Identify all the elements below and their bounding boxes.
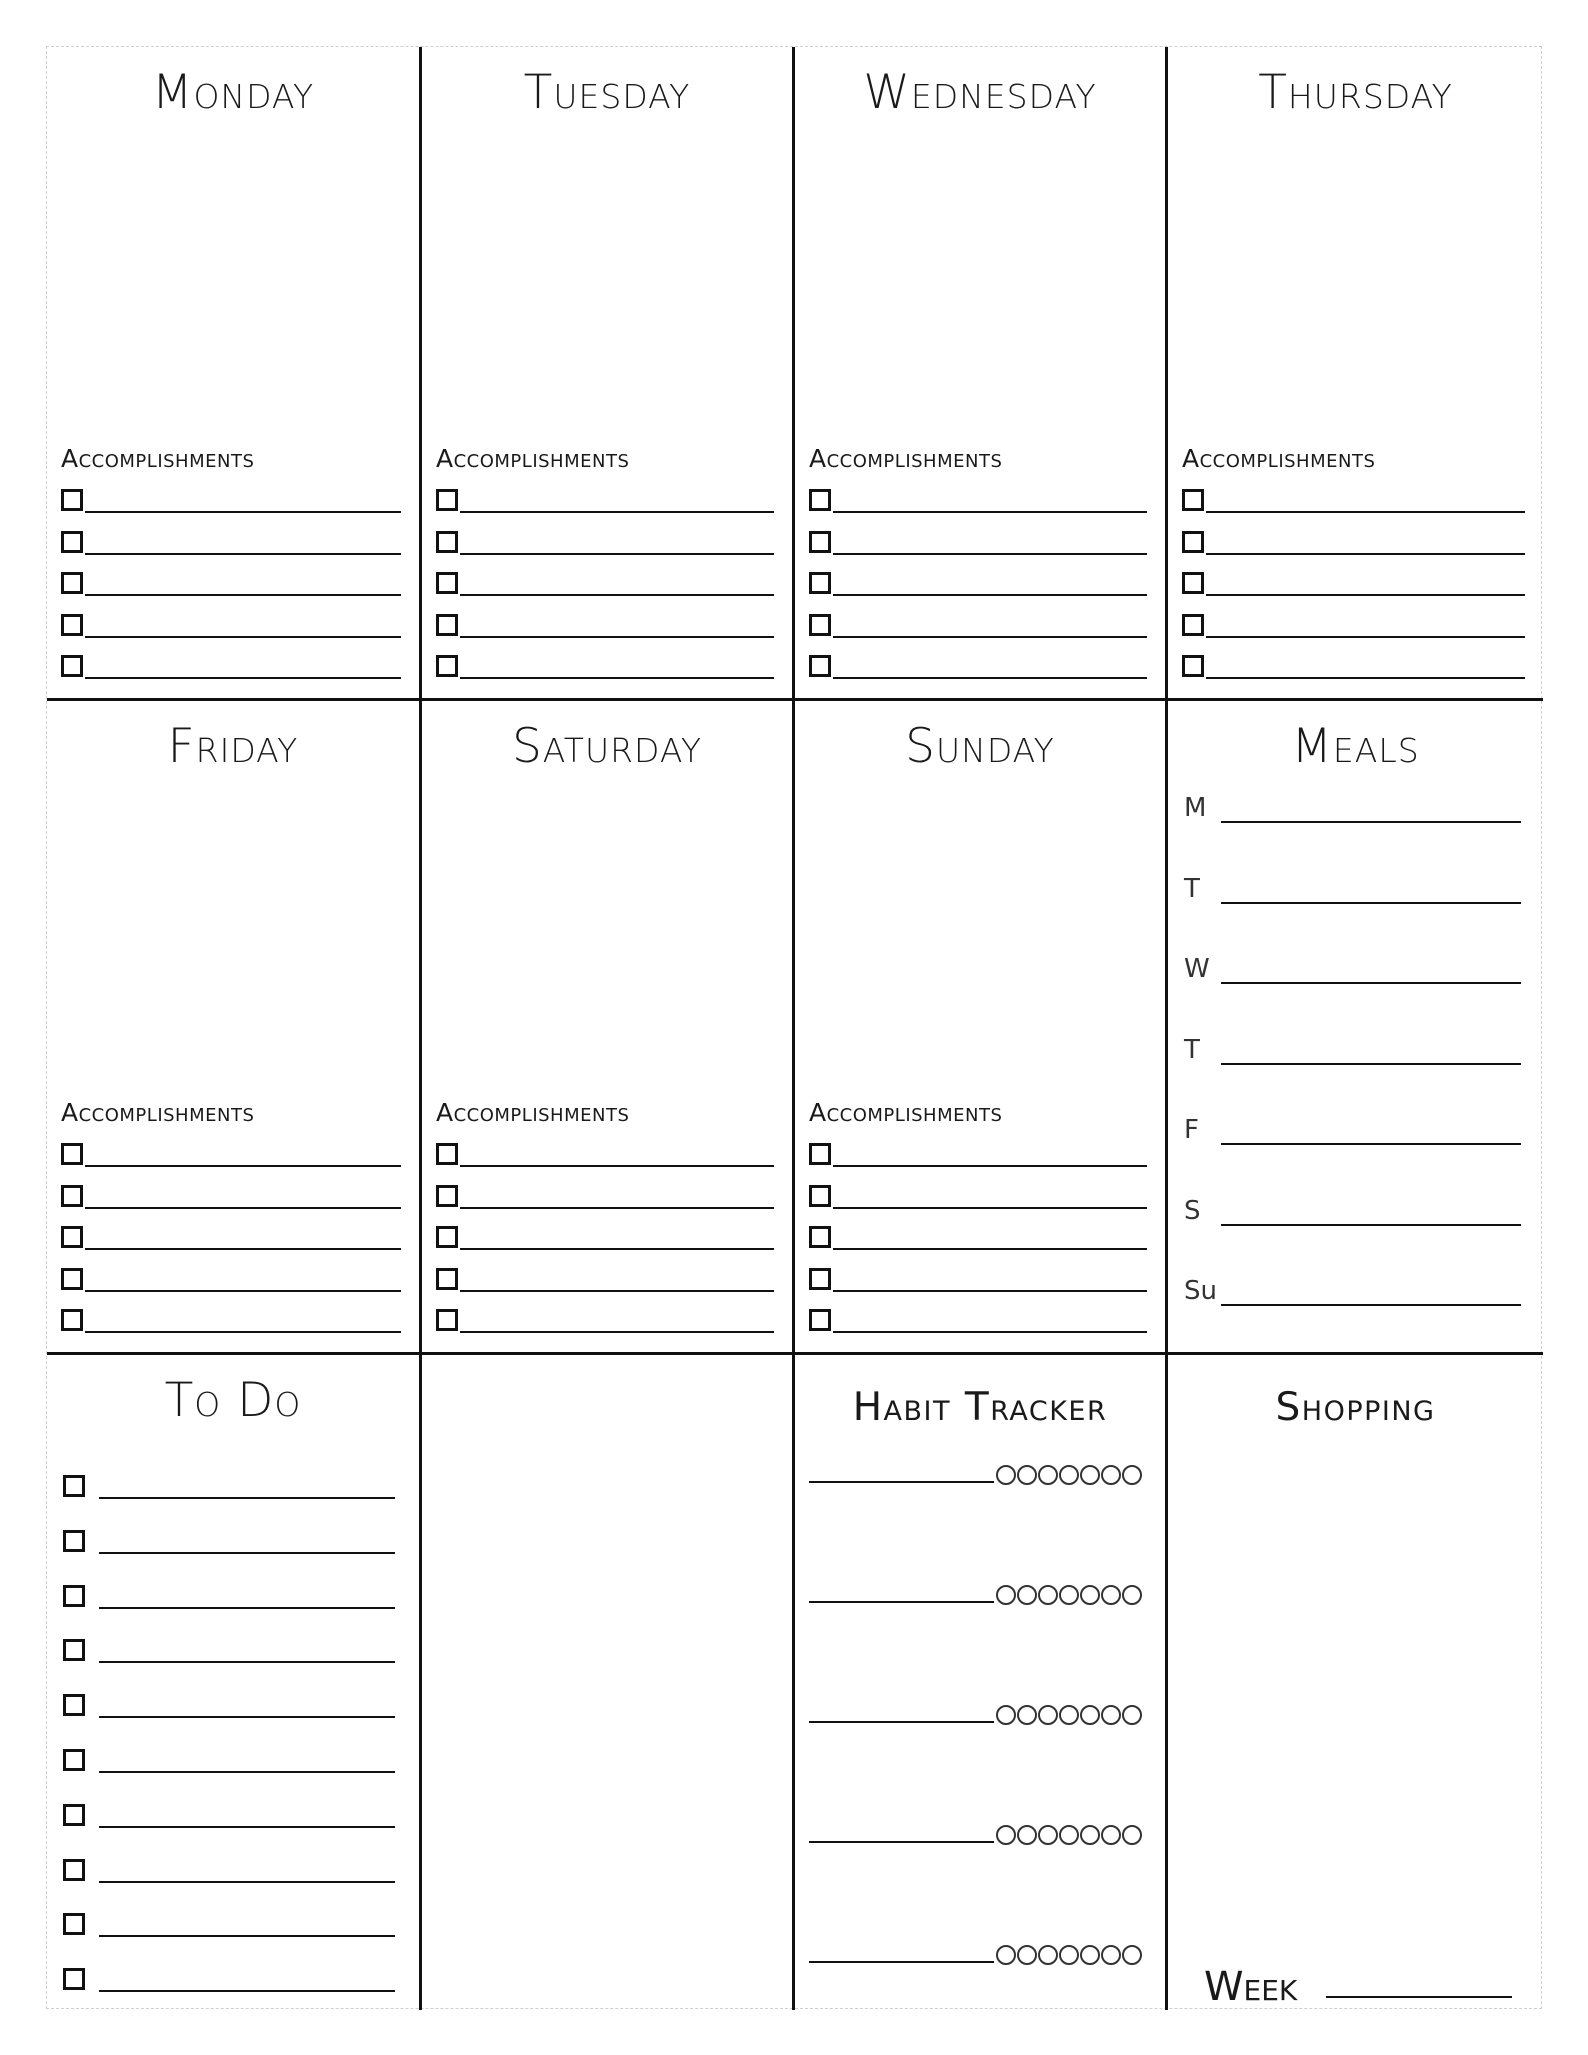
write-line[interactable] [833,594,1147,596]
checkbox[interactable] [809,1185,831,1207]
habit-circles [996,1945,1142,1965]
habit-day-circle[interactable] [1101,1825,1121,1845]
accomplishments-label: Accomplishments [809,1098,1003,1127]
write-line[interactable] [1206,511,1525,513]
accomplishment-row[interactable] [436,1305,774,1335]
meal-row[interactable] [1184,874,1521,910]
checkbox[interactable] [61,655,83,677]
accomplishment-row[interactable] [809,527,1147,557]
checkbox[interactable] [436,1309,458,1331]
write-line[interactable] [833,511,1147,513]
write-line[interactable] [460,636,774,638]
habit-day-circle[interactable] [1101,1945,1121,1965]
habit-name-line[interactable] [809,1481,994,1483]
accomplishment-row[interactable] [61,485,401,515]
write-line[interactable] [99,1661,395,1663]
write-line[interactable] [460,677,774,679]
accomplishment-row[interactable] [809,485,1147,515]
meal-line[interactable] [1221,1224,1521,1226]
habit-tracker-cell [795,1355,1165,2010]
habit-day-circle[interactable] [1080,1945,1100,1965]
checkbox[interactable] [63,1475,85,1497]
habit-day-circle[interactable] [996,1465,1016,1485]
shopping-title: Shopping [1275,1385,1436,1430]
habit-day-circle[interactable] [1101,1705,1121,1725]
write-line[interactable] [1206,594,1525,596]
day-title: Wednesday [863,65,1097,120]
accomplishment-row[interactable] [436,1181,774,1211]
meal-line[interactable] [1221,1304,1521,1306]
checkbox[interactable] [436,1143,458,1165]
todo-row[interactable] [63,1800,395,1830]
habit-tracker-title: Habit Tracker [852,1385,1108,1430]
habit-day-circle[interactable] [1122,1465,1142,1485]
checkbox[interactable] [61,1185,83,1207]
write-line[interactable] [85,511,401,513]
accomplishment-row[interactable] [1182,485,1525,515]
todo-row[interactable] [63,1690,395,1720]
checkbox[interactable] [1182,614,1204,636]
checkbox[interactable] [809,614,831,636]
habit-day-circle[interactable] [1038,1705,1058,1725]
write-line[interactable] [85,553,401,555]
todo-row[interactable] [63,1635,395,1665]
write-line[interactable] [85,1248,401,1250]
accomplishment-row[interactable] [809,1305,1147,1335]
write-line[interactable] [833,636,1147,638]
habit-row[interactable] [809,1693,1151,1729]
meal-day-label: F [1184,1115,1199,1145]
checkbox[interactable] [63,1968,85,1990]
habit-circles [996,1705,1142,1725]
write-line[interactable] [85,1290,401,1292]
write-line[interactable] [833,1248,1147,1250]
checkbox[interactable] [809,655,831,677]
checkbox[interactable] [436,1185,458,1207]
habit-day-circle[interactable] [1017,1945,1037,1965]
write-line[interactable] [460,553,774,555]
habit-row[interactable] [809,1933,1151,1969]
checkbox[interactable] [1182,489,1204,511]
write-line[interactable] [99,1607,395,1609]
write-line[interactable] [1206,677,1525,679]
checkbox[interactable] [61,572,83,594]
habit-day-circle[interactable] [1059,1585,1079,1605]
day-title: Friday [167,719,299,774]
meal-row[interactable] [1184,793,1521,829]
write-line[interactable] [99,1716,395,1718]
checkbox[interactable] [61,1268,83,1290]
habit-day-circle[interactable] [1059,1945,1079,1965]
habit-day-circle[interactable] [1080,1585,1100,1605]
day-cell-sunday [795,701,1165,1352]
habit-day-circle[interactable] [996,1585,1016,1605]
accomplishment-row[interactable] [809,610,1147,640]
week-label: Week [1204,1964,1298,2010]
write-line[interactable] [833,1207,1147,1209]
meal-day-label: M [1184,793,1207,823]
write-line[interactable] [99,1497,395,1499]
planner-sheet [46,46,1542,2009]
habit-day-circle[interactable] [996,1945,1016,1965]
habit-day-circle[interactable] [1122,1825,1142,1845]
day-cell-wednesday [795,47,1165,698]
habit-day-circle[interactable] [1059,1465,1079,1485]
accomplishments-label: Accomplishments [436,444,630,473]
meals-cell [1168,701,1543,1352]
habit-name-line[interactable] [809,1841,994,1843]
checkbox[interactable] [809,572,831,594]
habit-day-circle[interactable] [1017,1705,1037,1725]
checkbox[interactable] [63,1859,85,1881]
accomplishment-row[interactable] [1182,651,1525,681]
accomplishment-row[interactable] [436,568,774,598]
habit-day-circle[interactable] [1017,1465,1037,1485]
accomplishment-row[interactable] [61,527,401,557]
habit-day-circle[interactable] [1101,1465,1121,1485]
checkbox[interactable] [63,1913,85,1935]
accomplishment-row[interactable] [61,1181,401,1211]
meal-line[interactable] [1221,982,1521,984]
write-line[interactable] [833,1290,1147,1292]
accomplishment-row[interactable] [436,527,774,557]
accomplishment-row[interactable] [436,1139,774,1169]
accomplishments-label: Accomplishments [809,444,1003,473]
meal-line[interactable] [1221,902,1521,904]
habit-day-circle[interactable] [996,1705,1016,1725]
accomplishment-row[interactable] [436,1264,774,1294]
todo-row[interactable] [63,1964,395,1994]
meal-row[interactable] [1184,1035,1521,1071]
week-line[interactable] [1326,1996,1512,1998]
write-line[interactable] [833,1331,1147,1333]
todo-row[interactable] [63,1581,395,1611]
habit-circles [996,1465,1142,1485]
meals-title: Meals [1291,719,1420,774]
habit-circles [996,1825,1142,1845]
write-line[interactable] [1206,636,1525,638]
write-line[interactable] [85,677,401,679]
write-line[interactable] [99,1990,395,1992]
write-line[interactable] [460,1165,774,1167]
checkbox[interactable] [63,1585,85,1607]
checkbox[interactable] [809,1309,831,1331]
day-title: Thursday [1258,65,1453,120]
accomplishment-row[interactable] [61,1139,401,1169]
accomplishments-label: Accomplishments [1182,444,1376,473]
checkbox[interactable] [61,531,83,553]
write-line[interactable] [1206,553,1525,555]
accomplishment-row[interactable] [61,1222,401,1252]
day-cell-thursday [1168,47,1543,698]
habit-day-circle[interactable] [1101,1585,1121,1605]
todo-row[interactable] [63,1855,395,1885]
todo-row[interactable] [63,1526,395,1556]
meal-row[interactable] [1184,1276,1521,1312]
write-line[interactable] [99,1935,395,1937]
meal-row[interactable] [1184,954,1521,990]
write-line[interactable] [460,1207,774,1209]
habit-name-line[interactable] [809,1601,994,1603]
accomplishment-row[interactable] [61,1264,401,1294]
accomplishment-row[interactable] [436,651,774,681]
todo-row[interactable] [63,1745,395,1775]
checkbox[interactable] [61,1143,83,1165]
write-line[interactable] [833,553,1147,555]
habit-name-line[interactable] [809,1721,994,1723]
write-line[interactable] [85,1207,401,1209]
write-line[interactable] [85,1165,401,1167]
habit-row[interactable] [809,1573,1151,1609]
habit-day-circle[interactable] [996,1825,1016,1845]
meal-row[interactable] [1184,1115,1521,1151]
accomplishment-row[interactable] [809,1139,1147,1169]
write-line[interactable] [460,1331,774,1333]
habit-day-circle[interactable] [1080,1465,1100,1485]
write-line[interactable] [99,1771,395,1773]
accomplishment-row[interactable] [61,1305,401,1335]
todo-title: To Do [164,1373,302,1428]
habit-day-circle[interactable] [1122,1585,1142,1605]
shopping-cell [1168,1355,1543,2010]
habit-day-circle[interactable] [1080,1825,1100,1845]
checkbox[interactable] [809,489,831,511]
checkbox[interactable] [436,489,458,511]
write-line[interactable] [833,677,1147,679]
accomplishment-row[interactable] [809,1264,1147,1294]
meal-line[interactable] [1221,821,1521,823]
checkbox[interactable] [63,1804,85,1826]
checkbox[interactable] [63,1530,85,1552]
checkbox[interactable] [61,489,83,511]
write-line[interactable] [460,1290,774,1292]
accomplishment-row[interactable] [436,610,774,640]
day-title: Sunday [905,719,1055,774]
checkbox[interactable] [63,1694,85,1716]
checkbox[interactable] [63,1749,85,1771]
meal-line[interactable] [1221,1143,1521,1145]
checkbox[interactable] [61,614,83,636]
habit-row[interactable] [809,1453,1151,1489]
day-title: Monday [151,65,315,120]
accomplishment-row[interactable] [1182,527,1525,557]
habit-day-circle[interactable] [1017,1585,1037,1605]
accomplishment-row[interactable] [809,568,1147,598]
habit-name-line[interactable] [809,1961,994,1963]
habit-day-circle[interactable] [1122,1945,1142,1965]
day-cell-saturday [422,701,792,1352]
meal-day-label: Su [1184,1276,1217,1306]
checkbox[interactable] [436,1226,458,1248]
checkbox[interactable] [809,1268,831,1290]
checkbox[interactable] [61,1226,83,1248]
meal-line[interactable] [1221,1063,1521,1065]
accomplishments-label: Accomplishments [436,1098,630,1127]
checkbox[interactable] [809,1226,831,1248]
accomplishment-row[interactable] [436,1222,774,1252]
habit-day-circle[interactable] [1038,1945,1058,1965]
checkbox[interactable] [436,572,458,594]
day-cell-friday [47,701,419,1352]
todo-cell [47,1355,419,2010]
checkbox[interactable] [61,1309,83,1331]
habit-day-circle[interactable] [1038,1585,1058,1605]
habit-day-circle[interactable] [1038,1465,1058,1485]
checkbox[interactable] [63,1639,85,1661]
accomplishment-row[interactable] [61,610,401,640]
habit-row[interactable] [809,1813,1151,1849]
write-line[interactable] [833,1165,1147,1167]
accomplishment-row[interactable] [809,651,1147,681]
checkbox[interactable] [436,531,458,553]
habit-day-circle[interactable] [1080,1705,1100,1725]
meal-day-label: W [1184,954,1210,984]
checkbox[interactable] [436,1268,458,1290]
blank-cell [422,1355,792,2010]
checkbox[interactable] [1182,572,1204,594]
checkbox[interactable] [1182,655,1204,677]
day-cell-monday [47,47,419,698]
meal-day-label: T [1184,1034,1200,1065]
write-line[interactable] [460,1248,774,1250]
checkbox[interactable] [436,655,458,677]
write-line[interactable] [99,1826,395,1828]
write-line[interactable] [99,1881,395,1883]
checkbox[interactable] [1182,531,1204,553]
habit-day-circle[interactable] [1038,1825,1058,1845]
accomplishment-row[interactable] [61,651,401,681]
checkbox[interactable] [809,531,831,553]
day-cell-tuesday [422,47,792,698]
habit-circles [996,1585,1142,1605]
meal-day-label: S [1184,1195,1201,1226]
accomplishment-row[interactable] [809,1222,1147,1252]
todo-row[interactable] [63,1471,395,1501]
write-line[interactable] [460,511,774,513]
meal-day-label: T [1184,873,1200,904]
habit-day-circle[interactable] [1059,1705,1079,1725]
day-title: Tuesday [523,65,691,120]
write-line[interactable] [85,1331,401,1333]
accomplishment-row[interactable] [1182,610,1525,640]
habit-day-circle[interactable] [1122,1705,1142,1725]
accomplishment-row[interactable] [61,568,401,598]
day-title: Saturday [511,719,703,774]
accomplishments-label: Accomplishments [61,1098,255,1127]
meal-row[interactable] [1184,1196,1521,1232]
write-line[interactable] [85,636,401,638]
accomplishment-row[interactable] [809,1181,1147,1211]
todo-row[interactable] [63,1909,395,1939]
checkbox[interactable] [809,1143,831,1165]
write-line[interactable] [460,594,774,596]
habit-day-circle[interactable] [1059,1825,1079,1845]
write-line[interactable] [99,1552,395,1554]
checkbox[interactable] [436,614,458,636]
accomplishment-row[interactable] [1182,568,1525,598]
accomplishments-label: Accomplishments [61,444,255,473]
write-line[interactable] [85,594,401,596]
habit-day-circle[interactable] [1017,1825,1037,1845]
accomplishment-row[interactable] [436,485,774,515]
